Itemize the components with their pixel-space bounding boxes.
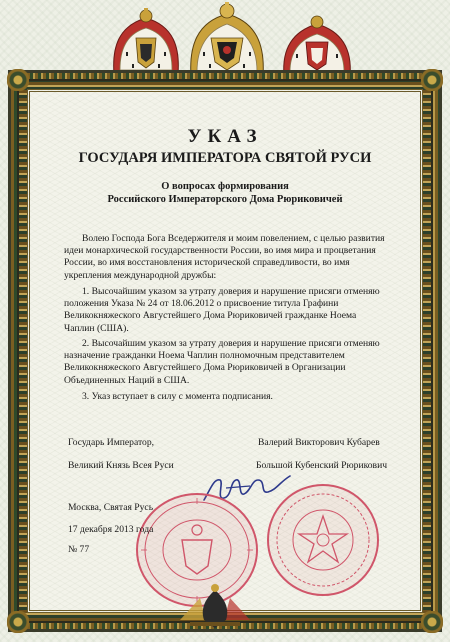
item-line: Великокняжеского Августейшего Дома Рюриковичей гражданке Ноема bbox=[64, 310, 357, 322]
center-coat-of-arms-icon bbox=[187, 2, 267, 80]
document-subject bbox=[0, 180, 450, 206]
item-line: 3. Указ вступает в силу с момента подписания. bbox=[82, 391, 273, 402]
item-line: Чаплин (США). bbox=[64, 322, 129, 334]
preamble-paragraph bbox=[64, 233, 386, 282]
issue-date: 17 декабря 2013 года bbox=[68, 524, 154, 535]
preamble-line: Волею Господа Бога Вседержителя и моим повелением, с целью развития bbox=[82, 233, 385, 244]
item-line: 1. Высочайшим указом за утрату доверия и нарушение присяги отменяю bbox=[82, 286, 380, 297]
right-seal-stamp-icon bbox=[262, 482, 384, 598]
bottom-eagle-emblem-icon bbox=[170, 580, 260, 632]
signatory-title: Большой Кубенский Рюрикович bbox=[256, 460, 388, 471]
frame-corner-ornament-icon bbox=[7, 611, 29, 633]
issue-place: Москва, Святая Русь bbox=[68, 502, 154, 513]
item-line: Великокняжеского Августейшего Дома Рюриковичей в Организации bbox=[64, 362, 346, 374]
frame-corner-ornament-icon bbox=[421, 69, 443, 91]
item-line: 2. Высочайшим указом за утрату доверия и нарушение присяги отменяю bbox=[82, 338, 380, 349]
frame-corner-ornament-icon bbox=[421, 611, 443, 633]
signatory-title-left: Государь Император, bbox=[68, 437, 155, 448]
item-line: назначение гражданки Ноема Чаплин полномочным представителем bbox=[64, 350, 345, 362]
decree-item-1 bbox=[64, 286, 386, 335]
decree-number: № 77 bbox=[68, 544, 90, 555]
left-coat-of-arms-icon bbox=[108, 8, 184, 78]
subject-line: Российского Императорского Дома Рюриковичей bbox=[107, 194, 343, 205]
signatory-name: Валерий Викторович Кубарев bbox=[258, 437, 380, 448]
document-title: УКАЗ bbox=[187, 126, 263, 147]
item-line: положения Указа № 24 от 18.06.2012 о присвоение титула Графини bbox=[64, 298, 339, 310]
preamble-line: идеи монархической государственности России, во имя мира и процветания bbox=[64, 245, 376, 257]
decree-item-2 bbox=[64, 338, 386, 387]
item-line: Объединенных Наций в США. bbox=[64, 374, 190, 386]
signatory-title-left-2: Великий Князь Всея Руси bbox=[68, 460, 174, 471]
decree-item-3 bbox=[82, 391, 404, 403]
frame-corner-ornament-icon bbox=[7, 69, 29, 91]
preamble-line: России, во имя восстановления исторической справедливости, во имя bbox=[64, 257, 350, 269]
document-headline: ГОСУДАРЯ ИМПЕРАТОРА СВЯТОЙ РУСИ bbox=[78, 150, 372, 166]
preamble-line: укрепления международной дружбы: bbox=[64, 269, 217, 281]
subject-line: О вопросах формирования bbox=[161, 181, 289, 192]
